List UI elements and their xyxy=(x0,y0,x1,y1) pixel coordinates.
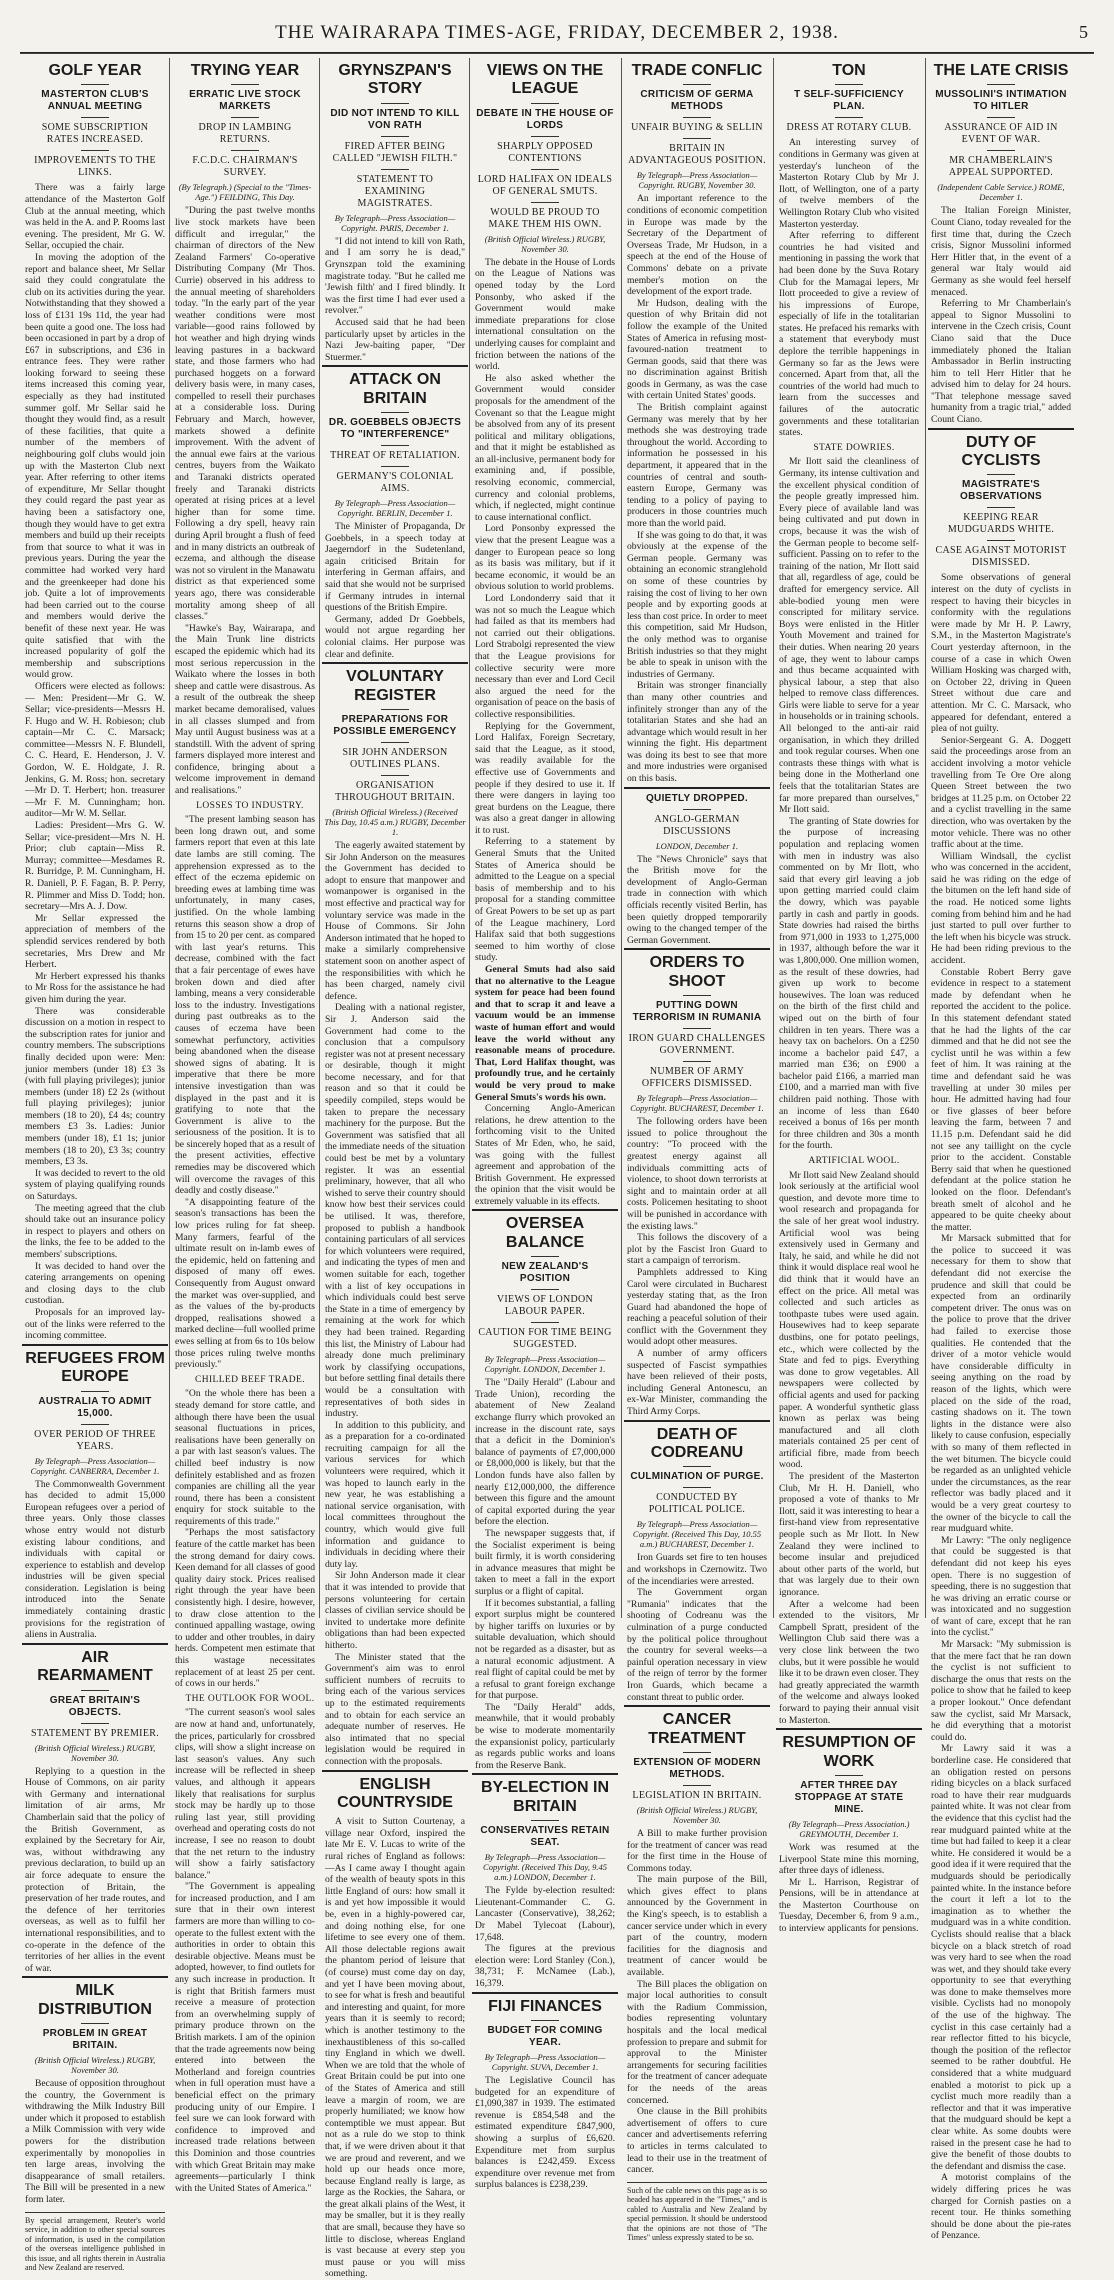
article-dateline: By Telegraph—Press Association—Copyright. BUCHAREST, December 1. xyxy=(626,1093,768,1113)
article-subheading: FIRED AFTER BEING CALLED "JEWISH FILTH." xyxy=(326,141,464,165)
rule xyxy=(381,412,409,413)
article-headline: GRYNSZPAN'S STORY xyxy=(324,62,466,99)
paragraph: "Perhaps the most satisfactory feature of the cattle market has been the strong demand for dairy cows. Keen demand for all classes of good quality dairy stock. Prices realised right through the year have been consistently high. I desire, however, to draw close attention to the continued appalling wastage, owing to udder and other troubles, in dairy herds. Competent men estimate that this wastage necessitates replacement of at least 25 per cent. of cows in our herds." xyxy=(175,1527,315,1689)
article xyxy=(928,434,1074,2242)
rule xyxy=(683,138,711,139)
column-rule xyxy=(169,58,170,1618)
column-5 xyxy=(624,58,770,1618)
section-subhead: CHILLED BEEF TRADE. xyxy=(175,1375,315,1387)
paragraph: The figures at the previous election were: Lord Stanley (Con.), 38,731; F. McNamee (Lab.), 16,379. xyxy=(475,1943,615,1989)
paragraph: "A disappointing feature of the season's transactions has been the low prices ruling for fat sheep. Many farmers, fearful of the ultimate result on in-lamb ewes of the epidemic, held on fattening and disposed of many off ewes. Consequently from August onward the market was over-supplied, and as the values of the by-products dropped, realisations showed a marked decline—full woolled prime ewes selling at from 6s to 10s below those prices ruling twelve months previously." xyxy=(175,1197,315,1371)
article-subheading: MUSSOLINI'S INTIMATION TO HITLER xyxy=(932,89,1070,113)
rule xyxy=(683,1752,711,1753)
article-subheading: ORGANISATION THROUGHOUT BRITAIN. xyxy=(326,780,464,804)
article-headline: TRYING YEAR xyxy=(174,62,316,80)
article-subheading: EXTENSION OF MODERN METHODS. xyxy=(628,1757,766,1781)
article-subheading: ERRATIC LIVE STOCK MARKETS xyxy=(176,89,314,113)
article-headline: VIEWS ON THE LEAGUE xyxy=(474,62,616,99)
article-dateline: (By Telegraph—Press Association.) GREYMOUTH, December 1. xyxy=(778,1819,920,1839)
rule xyxy=(381,709,409,710)
column-rule xyxy=(469,58,470,1618)
article-subheading: DR. GOEBBELS OBJECTS TO "INTERFERENCE" xyxy=(326,417,464,441)
article xyxy=(776,62,922,1730)
footnote: By special arrangement, Reuter's world service, in addition to other special sources of information, is used in the compilation of the overseas intelligence published in this issue, and all rights therein in Australia and New Zealand are reserved. xyxy=(25,2212,165,2273)
masthead-rule xyxy=(20,53,1094,54)
article-subheading: BUDGET FOR COMING YEAR. xyxy=(476,2025,614,2049)
article-dateline: (British Official Wireless.) RUGBY, November 30. xyxy=(24,2055,166,2075)
article-dateline: By Telegraph—Press Association—Copyright. BERLIN, December 1. xyxy=(324,498,466,518)
rule xyxy=(531,169,559,170)
article xyxy=(322,668,468,1771)
paragraph: Officers were elected as follows:— Men: President—Mr G. W. Sellar; vice-presidents—Messrs H. F. Hugo and W. H. Robieson; club captain—Mr C. C. Marsack; committee—Messrs N. F. Blundell, C. C. Heard, E. Henderson, J. V. Gordon, W. E. Holdgate, J. R. Jenkins, G. M. Ross; hon. secretary—Mr D. T. Herbert; hon. treasurer—Mr F. M. Cunningham; hon. auditor—Mr W. M. Sellar. xyxy=(25,681,165,820)
rule xyxy=(987,507,1015,508)
paragraph: William Windsall, the cyclist who was concerned in the accident, said he was riding on the edge of the bitumen on the left hand side of the road. He noticed some lights coming from behind him and he had just started to pull over further to the left when his bicycle was struck. He had been riding previous to the accident. xyxy=(931,851,1071,967)
paragraph: In moving the adoption of the report and balance sheet, Mr Sellar said they could congratulate the club on its activities during the year. Notwithstanding that they showed a loss of £131 19s 11d, the year had been quite a good one. The loss had been occasioned in part by a drop of £67 in subscriptions, and £36 in entrance fees. They were rather looking forward to seeing these items increased this coming year, especially as they had instituted summer golf. Mr Sellar said he thought they would find, as a result of these facilities, that quite a number of the members of neighbouring golf clubs would join up with the Masterton Club next year. After referring to other items of expenditure, Mr Sellar thought they could regard the past year as having been a satisfactory one, though they would have to get extra members and build up their receipts from that source to what it was in previous years. During the year the committee had worked very hard and the greenkeeper had done his job. Quite a lot of improvements had been carried out to the course and members would derive the benefit of these next year. He was quite satisfied that with the increased popularity of golf the membership and subscriptions would grow. xyxy=(25,252,165,681)
section-subhead: LOSSES TO INDUSTRY. xyxy=(175,801,315,813)
paragraph: Work was resumed at the Liverpool State mine this morning, after three days of idleness. xyxy=(779,1842,919,1877)
paragraph: Constable Robert Berry gave evidence in respect to a statement made by defendant when he reported the accident to the police. In this statement defendant stated that he had the lights of the car dimmed and that he did not see the cyclist until he was within a few feet of him. It was raining at the time and defendant said he was travelling at under 30 miles per hour. He admitted having had four or five glasses of beer before leaving the farm, between 7 and 11.15 p.m. Defendant said he did not see any taillight on the cycle prior to the accident. Constable Berry said that when he questioned defendant at the police station he looked on the floor. Defendant's breath smelt of alcohol and he appeared to be quite cheeky about the matter. xyxy=(931,967,1071,1234)
article-headline: TON xyxy=(778,62,920,80)
rule xyxy=(683,1487,711,1488)
paragraph: A Bill to make further provision for the treatment of cancer was read for the first time in the House of Commons today. xyxy=(627,1828,767,1874)
article-headline: MILK DISTRIBUTION xyxy=(24,1982,166,2019)
article-subheading: WOULD BE PROUD TO MAKE THEM HIS OWN. xyxy=(476,207,614,231)
paragraph: Mr Herbert expressed his thanks to Mr Ross for the assistance he had given him during the year. xyxy=(25,971,165,1006)
article-dateline: (British Official Wireless.) (Received This Day, 10.45 a.m.) RUGBY, December 1. xyxy=(324,807,466,837)
column-4 xyxy=(472,58,618,1618)
paragraph: Lord Londonderry said that it was not so much the League which had failed as that its members had not carried out their obligations. Lord Strabolgi represented the view that the League provisions for collective security were more necessary than ever and Lord Cecil also argued the need for the organisation of peace on the basis of collective responsibilities. xyxy=(475,593,615,721)
paragraph: Because of opposition throughout the country, the Government is withdrawing the Milk Industry Bill under which it proposed to establish a Milk Commission with very wide powers for the distribution experimentally by monopolies in ten large areas, involving the disappearance of small retailers. The Bill will be presented in a new form later. xyxy=(25,2078,165,2206)
paragraph: Senior-Sergeant G. A. Doggett said the proceedings arose from an accident involving a motor vehicle travelling from Te Ore Ore along Queen Street between the two bridges at 11.25 p.m. on October 22 and a cyclist travelling in the same direction, who was overtaken by the motor vehicle. There was no other traffic about at the time. xyxy=(931,735,1071,851)
paragraph: The following orders have been issued to police throughout the country: "To proceed with the greatest energy against all individuals committing acts of violence, to shoot down terrorists at sight and to maintain order at all costs. Policemen hesitating to shoot will be punished in accordance with the existing laws." xyxy=(627,1116,767,1232)
article-dateline: By Telegraph—Press Association—Copyright. RUGBY, November 30. xyxy=(626,170,768,190)
article-subheading: VIEWS OF LONDON LABOUR PAPER. xyxy=(476,1294,614,1318)
column-7 xyxy=(928,58,1074,1618)
article-body xyxy=(627,1828,767,2176)
rule xyxy=(683,84,711,85)
article-body xyxy=(627,1552,767,1703)
paragraph: It was decided to hand over the catering arrangements on opening and closing days to the club custodian. xyxy=(25,1261,165,1307)
paragraph: Referring to Mr Chamberlain's appeal to Signor Mussolini to intervene in the Czech crisis, Count Ciano said that the Duce immediately phoned the Italian Ambassador in Berlin instructing him to tell Herr Hitler that he advised him to delay for 24 hours. "That telephone message saved humanity from a tragic trial," added Count Ciano. xyxy=(931,298,1071,426)
article-subheading: LORD HALIFAX ON IDEALS OF GENERAL SMUTS. xyxy=(476,174,614,198)
article-subheading: MASTERTON CLUB'S ANNUAL MEETING xyxy=(26,89,164,113)
section-subhead: THE OUTLOOK FOR WOOL. xyxy=(175,1694,315,1706)
article-subheading: QUIETLY DROPPED. xyxy=(628,793,766,805)
paragraph: "The current season's wool sales are now at hand and, unfortunately, the prices, particularly for crossbred clips, will show a slight increase on last season's values. Any such increase will be reflected in sheep values, and although it appears likely that realisations for surplus stock may be hardly up to those ruling last year, still providing overhead and operating costs do not increase, I see no reason to doubt that the net return to the industry will show a fairly satisfactory balance." xyxy=(175,1707,315,1881)
rule xyxy=(683,1466,711,1467)
article-subheading: DID NOT INTEND TO KILL VON RATH xyxy=(326,108,464,132)
article-subheading: OVER PERIOD OF THREE YEARS. xyxy=(26,1429,164,1453)
article-dateline: By Telegraph—Press Association—Copyright. LONDON, December 1. xyxy=(474,1354,616,1374)
paragraph: The British complaint against Germany was merely that by her methods she was destroying trade throughout the world. According to information he possessed in his department, it appeared that in the countries of central and south-eastern Europe, Germany was tending to a policy of paying to producers in those countries much more than the world paid. xyxy=(627,402,767,530)
paragraph: The granting of State dowries for the purpose of increasing population and replacing women with men in industry was also commented on by Mr Ilott, who said that every girl leaving a job upon getting married could claim the dowry, which was payable partly in cash and partly in goods. State dowries had raised the births from 971,000 in 1933 to 1,275,000 in 1937, although before the war it was 1,800,000. One million women, as the result of these dowries, had given up work to become housewives. The loan was reduced on the birth of the first child and wiped out on the birth of four children in ten years. There was a heavy tax on bachelors. On a £250 income a bachelor paid £47, a married man £36; on £900 a bachelor paid £166, a married man £100, and a married man with five children paid nothing. Those with an income of less than £640 received a bonus of 16s per month for three children and 30s a month for the fourth. xyxy=(779,816,919,1152)
article-headline: ORDERS TO SHOOT xyxy=(626,954,768,991)
article xyxy=(776,1734,922,1935)
rule xyxy=(683,809,711,810)
article-subheading: IRON GUARD CHALLENGES GOVERNMENT. xyxy=(628,1033,766,1057)
article-body xyxy=(25,1479,165,1641)
article-subheading: BRITAIN IN ADVANTAGEOUS POSITION. xyxy=(628,143,766,167)
paragraph: Concerning Anglo-American relations, he drew attention to the forthcoming visit to the United States of Mr Eden, who, he said, was going with the fullest agreement and approbation of the British Government. He expressed the opinion that the visit would be extremely valuable in its effects. xyxy=(475,1103,615,1207)
article-dateline: (British Official Wireless.) RUGBY, November 30. xyxy=(474,234,616,254)
rule xyxy=(81,1690,109,1691)
column-rule xyxy=(773,58,774,1618)
paragraph: If she was going to do that, it was obviously at the expense of the German people. Germany was obtaining an economic stranglehold on some of these countries by raising the cost of living to her own people and by exporting goods at less than cost price. In order to meet this competition, said Mr Hudson, the only method was to organise British industries so that they might be able to speak in unison with the industries of Germany. xyxy=(627,530,767,681)
article-headline: OVERSEA BALANCE xyxy=(474,1215,616,1252)
article-subheading: SIR JOHN ANDERSON OUTLINES PLANS. xyxy=(326,747,464,771)
paragraph: The Minister of Propaganda, Dr Goebbels, in a speech today at Jaegerndorf in the Sudetenland, again criticised Britain for interfering in German affairs, and said that she would not be surprised if Germany intrudes in internal questions of the British Empire. xyxy=(325,521,465,614)
paragraph: Pamphlets addressed to King Carol were circulated in Bucharest yesterday stating that, as the Iron Guard had abandoned the hope of reaching a peaceful solution of their conflict with the Government they would adopt other measures. xyxy=(627,1267,767,1348)
article-dateline: By Telegraph—Press Association—Copyright. CANBERRA, December 1. xyxy=(24,1456,166,1476)
article-body xyxy=(627,193,767,784)
article-body xyxy=(931,572,1071,2242)
paragraph: "I did not intend to kill von Rath, and I am sorry he is dead," Grynszpan told the examining magistrate today. "But he called me 'Jewish filth' and I fired blindly. It was the first time I had ever used a revolver." xyxy=(325,236,465,317)
article-headline: THE LATE CRISIS xyxy=(930,62,1072,80)
paragraph: It was decided to revert to the old system of playing qualifying rounds on Saturdays. xyxy=(25,1168,165,1203)
footnote: Such of the cable news on this page as is so headed has appeared in the "Times," and is cabled to Australia and New Zealand by special permission. It should be understood that the opinions are not those of "The Times" unless expressly stated to be so. xyxy=(627,2182,767,2243)
column-1 xyxy=(22,58,168,1618)
paragraph: Britain was stronger financially than many other countries and infinitely stronger than any of the totalitarian States and she had an advantage which would result in her winning the fight. His department was doing its best to see that more and more industries were organised on this basis. xyxy=(627,680,767,784)
article-subheading: KEEPING REAR MUDGUARDS WHITE. xyxy=(932,512,1070,536)
paragraph: Dealing with a national register, Sir J. Anderson said the Government had come to the conclusion that a compulsory register was not at present necessary or desirable, though it might become necessary, and for that reason and so that it could be speedily compiled, steps would be taken to prepare the necessary machinery for the purpose. But the Government was satisfied that all the immediate needs of the situation could best be met by a voluntary register. It was an essential preliminary, however, that all who wished to serve their country should know how best their services could be utilised. It was, therefore, proposed to publish a handbook containing particulars of all services for which volunteers were required, and indicating the types of men and women suitable for each, together with a list of key occupations in which individuals could best serve the State in a time of emergency by remaining at the work for which they had been trained. Regarding this list, the Ministry of Labour had already done much preliminary work by classifying occupations, but before settling final details there would be a consultation with representatives of both sides in industry. xyxy=(325,1002,465,1419)
rule xyxy=(381,136,409,137)
article-subheading: GREAT BRITAIN'S OBJECTS. xyxy=(26,1695,164,1719)
paragraph: An interesting survey of conditions in Germany was given at yesterday's luncheon of the Masterton Rotary Club by Mr J. Ilott, of Wellington, one of a party of twelve members of the Wellington Rotary Club who visited Masterton yesterday. xyxy=(779,137,919,230)
paragraph: If it becomes substantial, a falling export surplus might be countered by higher tariffs on luxuries or by suitable devaluation, which should not be regarded as a disaster, but as a natural economic adjustment. A real flight of capital could be met by a refusal to grant foreign exchange for that purpose. xyxy=(475,1598,615,1702)
article-body xyxy=(175,205,315,2194)
rule xyxy=(81,1424,109,1425)
rule xyxy=(531,202,559,203)
rule xyxy=(381,103,409,104)
article-body xyxy=(627,854,767,947)
article-subheading: MR CHAMBERLAIN'S APPEAL SUPPORTED. xyxy=(932,155,1070,179)
article-body xyxy=(325,1816,465,2280)
column-6 xyxy=(776,58,922,1618)
article-body xyxy=(325,840,465,1768)
article-dateline: (Independent Cable Service.) ROME, December 1. xyxy=(930,182,1072,202)
rule xyxy=(81,1391,109,1392)
paragraph: The Fylde by-election resulted: Lieutenant-Commander C. G. Lancaster (Conservative), 38,262; Dr Mabel Tylecoat (Labour), 17,648. xyxy=(475,1885,615,1943)
paragraph: Mr Marsack: "My submission is that the mere fact that he ran down the cyclist is not sufficient to discharge the onus that rests on the police to show that he failed to keep a proper lookout." Once defendant saw the cyclist, said Mr Marsack, he did everything that a motorist could do. xyxy=(931,1639,1071,1743)
rule xyxy=(81,1723,109,1724)
paragraph: Germany, added Dr Goebbels, would not argue regarding her colonial claims. Her purpose was clear and definite. xyxy=(325,614,465,660)
article-subheading: DRESS AT ROTARY CLUB. xyxy=(780,122,918,134)
article-body xyxy=(325,521,465,660)
paragraph: The Minister stated that the Government's aim was to enrol sufficient numbers of recruits to bring each of the various services up to the estimated requirements and to obtain for each service an adequate number of reserves. He also intimated that no special legislation would be required in connection with the proposals. xyxy=(325,1652,465,1768)
article-headline: DUTY OF CYCLISTS xyxy=(930,434,1072,471)
rule xyxy=(683,1785,711,1786)
article-body xyxy=(25,1766,165,1975)
paragraph: "The Government is appealing for increased production, and I am sure that in their own interest farmers are more than willing to co-operate to the fullest extent with the authorities in order to obtain this desirable objective. Means must be adopted, however, to find outlets for any such increase in production. It is right that British farmers must receive a measure of protection from an overwhelming supply of primary produce thrown on the British markets. I am of the opinion that the trade agreements now being entered into between the Motherland and foreign countries when in full operation must have a beneficial effect on the primary producing unity of our Empire. I feel sure we can look forward with confidence to improved and increased trade relations between this Dominion and those countries with which Great Britain may make agreements—particularly I think with the United States of America." xyxy=(175,1881,315,2194)
paragraph: The newspaper suggests that, if the Socialist experiment is being built firmly, it is worth considering in advance measures that might be taken to meet a fall in the export surplus or a flight of capital. xyxy=(475,1528,615,1598)
rule xyxy=(683,117,711,118)
paragraph: Ladies: President—Mrs G. W. Sellar; vice-president—Mrs N. H. Prior; club captain—Miss R. Murray; committee—Mesdames R. R. Burridge, P. M. Cunningham, H. R. Daniell, P. F. Fagan, B. P. Perry, R. Plimmer and Miss D. Todd; hon. secretary—Mrs A. J. Dow. xyxy=(25,820,165,913)
paragraph: Mr Sellar expressed the appreciation of members of the splendid services rendered by both secretaries, Mrs Drew and Mr Herbert. xyxy=(25,913,165,971)
rule xyxy=(381,445,409,446)
paragraph: One clause in the Bill prohibits advertisement of offers to cure cancer and advertisements referring to articles in terms calculated to lead to their use in the treatment of cancer. xyxy=(627,2106,767,2176)
article-headline: AIR REARMAMENT xyxy=(24,1649,166,1686)
article-dateline: LONDON, December 1. xyxy=(626,841,768,851)
article-subheading: STATEMENT TO EXAMINING MAGISTRATES. xyxy=(326,174,464,210)
column-3 xyxy=(322,58,468,1618)
section-subhead: STATE DOWRIES. xyxy=(779,443,919,455)
paragraph: "On the whole there has been a steady demand for store cattle, and although there have been the usual seasonal fluctuations in prices, realisations have been generally on a par with last season's values. The chilled beef industry is now definitely established and as frozen companies are chilling all the year round, there has been a consistent enquiry for stock suitable to the requirements of this trade." xyxy=(175,1388,315,1527)
article-subheading: PUTTING DOWN TERRORISM IN RUMANIA xyxy=(628,1000,766,1024)
article-body xyxy=(627,1116,767,1417)
paragraph: There was considerable discussion on a motion in respect to the subscription rates for junior and country members. The subscriptions finally decided upon were: Men: junior members (under 18) £3 3s (with full playing privileges); junior members (under 18) £2 2s (without full playing privileges); junior members (18 to 20), £4 4s; country members £3 3s. Ladies: Junior members (under 18), £1 1s; junior members (18 to 20), £3 3s; country members, £3 3s. xyxy=(25,1006,165,1168)
article xyxy=(172,62,318,2194)
article xyxy=(22,1982,168,2205)
paragraph: The Italian Foreign Minister, Count Ciano, today revealed for the first time that, during the Czech crisis, Signor Mussolini informed Herr Hitler that, in the event of a general war Italy would aid Germany as she would feel herself menaced. xyxy=(931,205,1071,298)
paragraph: "During the past twelve months live stock markets have been difficult and irregular," the chairman of directors of the New Zealand Farmers' Co-operative Distributing Company (Mr Thos. Currie) observed in his address to the annual meeting of shareholders today. "In the early part of the year weather conditions were most variable—good rains followed by hot weather and high drying winds leaving pastures in a backward state, and those farmers who had purchased hoggets on a forward delivery basis were, in many cases, compelled to resell their purchases at a considerable loss. During February and March, however, markets showed a definite improvement. With the advent of the annual ewe fairs at the various centres, buyers from the Waikato and Taranaki districts operated freely and Taranaki districts operated at rising prices at a level higher than for some time. Following a dry spell, heavy rain during April brought a flush of feed and in many districts an outbreak of eczema, and although the disease was not so virulent in the Manawatu district as that experienced some years ago, there was considerable mortality among sheep of all classes." xyxy=(175,205,315,622)
article-subheading: ASSURANCE OF AID IN EVENT OF WAR. xyxy=(932,122,1070,146)
article-headline: RESUMPTION OF WORK xyxy=(778,1734,920,1771)
article xyxy=(472,62,618,1211)
article-subheading: DEBATE IN THE HOUSE OF LORDS xyxy=(476,108,614,132)
rule xyxy=(81,2023,109,2024)
article-body xyxy=(475,1885,615,1989)
article-dateline: By Telegraph—Press Association—Copyright. (Received This Day, 10.55 a.m.) BUCHAREST, December 1. xyxy=(626,1519,768,1549)
rule xyxy=(835,117,863,118)
paragraph: Mr L. Harrison, Registrar of Pensions, will be in attendance at the Masterton Courthouse on Tuesday, December 6, from 9 a.m., to interview applicants for pensions. xyxy=(779,1877,919,1935)
article-headline: BY-ELECTION IN BRITAIN xyxy=(474,1779,616,1816)
paragraph: The "News Chronicle" says that the British move for the development of Anglo-German trade in connection with which officials recently visited Berlin, has been quietly dropped temporarily owing to the changed temper of the German Government. xyxy=(627,854,767,947)
rule xyxy=(231,84,259,85)
article xyxy=(472,1998,618,2191)
article xyxy=(624,954,770,1421)
column-rule xyxy=(621,58,622,1618)
paragraph: After a welcome had been extended to the visitors, Mr Campbell Spratt, president of the Wellington Club said there was a very close link between the two clubs, but it were possible he would like it to be drawn even closer. They had greatly appreciated the warmth of the welcome and always looked forward to paying their annual visit to Masterton. xyxy=(779,1599,919,1727)
article-body xyxy=(475,257,615,1208)
rule xyxy=(987,84,1015,85)
paragraph: The Legislative Council has budgeted for an expenditure of £1,090,387 in 1939. The estimated revenue is £854,548 and the estimated expenditure £847,900, showing a surplus of £6,620. Expenditure met from surplus balances is £242,459. Excess expenditure over revenue met from surplus balances is £238,239. xyxy=(475,2075,615,2191)
article-subheading: DROP IN LAMBING RETURNS. xyxy=(176,122,314,146)
article-subheading: PREPARATIONS FOR POSSIBLE EMERGENCY xyxy=(326,714,464,738)
article-subheading: NUMBER OF ARMY OFFICERS DISMISSED. xyxy=(628,1066,766,1090)
article-subheading: CASE AGAINST MOTORIST DISMISSED. xyxy=(932,545,1070,569)
paragraph: The Government organ "Rumania" indicates that the shooting of Codreanu was the culmination of a purge conducted by the political police throughout the country for several weeks—a painful operation necessary in view of the reign of terror by the former Iron Guards, which became a constant threat to public order. xyxy=(627,1587,767,1703)
article xyxy=(22,1649,168,1978)
paragraph: Proposals for an improved lay-out of the links were referred to the incoming committee. xyxy=(25,1307,165,1342)
article-subheading: THREAT OF RETALIATION. xyxy=(326,450,464,462)
paragraph: Iron Guards set fire to ten houses and workshops in Czernowitz. Two of the incendiaries were arrested. xyxy=(627,1552,767,1587)
newspaper-title: THE WAIRARAPA TIMES-AGE, FRIDAY, DECEMBER 2, 1938. xyxy=(20,22,1094,44)
article-dateline: By Telegraph—Press Association—Copyright. SUVA, December 1. xyxy=(474,2052,616,2072)
rule xyxy=(381,742,409,743)
column-rule xyxy=(319,58,320,1618)
paragraph: This follows the discovery of a plot by the Fascist Iron Guard to start a campaign of terrorism. xyxy=(627,1232,767,1267)
paragraph: Lord Ponsonby expressed the view that the present League was a danger to European peace so long as its basis was military, but if it became economic, it would be an obvious solution to world problems. xyxy=(475,523,615,593)
paragraph: Mr Lawry said it was a borderline case. He considered that an obligation rested on persons riding bicycles on a black surfaced road to have their rear mudguards painted white. It was not clear from the evidence that this cyclist had the rear mudguard painted white at the time but had failed to keep it a clear white. He considered it would be a good idea if it were required that the mudguards should be periodically painted white. In the instance before the court it left a lot to the imagination as to whether the mudguard was in a white condition. Cyclists should realise that a black bicycle on a black stretch of road was very hard to see when the road was wet, and they should take every opportunity to see that everything was done to make themselves more visible. Cyclists had no monopoly of the use of the highway. The cyclist in this case certainly had a rear reflector fitted to his bicycle, though the position of the reflector seemed to be rather doubtful. He considered that a white mudguard enabled a motorist to pick up a cyclist much more readily than a reflector and that it was imperative that the mudguard should be kept a clear white. As some doubts were raised in the present case he had to give the benefit of those doubts to the defendant and dismiss the case. xyxy=(931,1743,1071,2172)
paragraph: Replying for the Government, Lord Halifax, Foreign Secretary, said that the League, as it stood, was readily available for the effective use of Governments and people if they desired to use it. If there were dangers in laying too great burdens on the League, there was also a great danger in allowing it to rust. xyxy=(475,721,615,837)
rule xyxy=(531,136,559,137)
rule xyxy=(531,1322,559,1323)
paragraph: Mr Ilott said New Zealand should look seriously at the artificial wool question, and devote more time to wool research and propaganda for the sale of her great wool industry. Artificial wool was being extensively used in Germany and Italy, he said, and while he did not think it would displace real wool he did think that it would have an effect on the price. All metal was collected and such articles as toothpaste tubes were used again. Housewives had to keep separate dustbins, one for potato peelings, etc., which were collected by the State and fed to pigs. Everything was done to grow vegetables. All newspapers were collected by official agents and used for packing paper. A wonderful synthetic glass known as perlax was being manufactured and all cloth materials contained 25 per cent of artificial fibre, made from beech wood. xyxy=(779,1170,919,1471)
article xyxy=(624,793,770,951)
masthead xyxy=(20,8,1094,54)
paragraph: The "Daily Herald" (Labour and Trade Union), recording the abatement of New Zealand exchange flurry which provoked an increase in the discount rate, says that a deficit in the Dominion's balance of payments of £7,000,000 or £8,000,000 is likely, but that the London funds have also fallen by nearly £12,000,000, the difference between this figure and the amount of capital exported during the year before the election. xyxy=(475,1377,615,1528)
article-subheading: UNFAIR BUYING & SELLIN xyxy=(628,122,766,134)
rule xyxy=(81,117,109,118)
article-body xyxy=(25,182,165,1341)
article-subheading: STATEMENT BY PREMIER. xyxy=(26,1728,164,1740)
article-subheading: MAGISTRATE'S OBSERVATIONS xyxy=(932,479,1070,503)
rule xyxy=(987,150,1015,151)
article-subheading: NEW ZEALAND'S POSITION xyxy=(476,1261,614,1285)
column-rule xyxy=(925,58,926,1618)
article-subheading: ANGLO-GERMAN DISCUSSIONS xyxy=(628,814,766,838)
article-subheading: PROBLEM IN GREAT BRITAIN. xyxy=(26,2028,164,2052)
paragraph: The Commonwealth Government has decided to admit 15,000 European refugees over a period of three years. Only those classes whose entry would not disturb existing labour conditions, and individuals with capital or experience to establish and develop industries will be given special consideration. Legislation is being introduced into the Senate immediately containing drastic provisions for the registration of aliens in Australia. xyxy=(25,1479,165,1641)
article-dateline: By Telegraph—Press Association—Copyright. PARIS, December 1. xyxy=(324,213,466,233)
article xyxy=(472,1779,618,1993)
paragraph: Mr Hudson, dealing with the question of why Britain did not follow the example of the United States of America in refusing most-favoured-nation treatment to German goods, said that there was no discrimination against British goods in Germany, as was the case with certain United States' goods. xyxy=(627,298,767,402)
article-body xyxy=(475,1377,615,1771)
paragraph: The meeting agreed that the club should take out an insurance policy in respect to players and others on the links, the fee to be added to the members' subscriptions. xyxy=(25,1203,165,1261)
article-body xyxy=(779,1842,919,1935)
rule xyxy=(531,1256,559,1257)
article-subheading: CULMINATION OF PURGE. xyxy=(628,1471,766,1483)
article-body xyxy=(475,2075,615,2191)
article xyxy=(322,62,468,367)
article-headline: GOLF YEAR xyxy=(24,62,166,80)
article-headline: DEATH OF CODREANU xyxy=(626,1426,768,1463)
paragraph: The eagerly awaited statement by Sir John Anderson on the measures the Government has decided to adopt to ensure that manpower and womanpower is organised in the most effective and practical way for voluntary service was made in the House of Commons. Sir John Anderson intimated that he hoped to make a similarly comprehensive statement soon on another aspect of the responsibilities with which he has been charged, namely civil defence. xyxy=(325,840,465,1002)
paragraph: In addition to this publicity, and as a preparation for a co-ordinated recruiting campaign for all the various services for which volunteers were required, which it was hoped to launch early in the new year, he was establishing a national service organisation, with local committees throughout the country, which would give full information and guidance to individuals in deciding where their duty lay. xyxy=(325,1420,465,1571)
rule xyxy=(683,995,711,996)
article-body xyxy=(325,236,465,364)
article-subheading: CRITICISM OF GERMA METHODS xyxy=(628,89,766,113)
paragraph: "The present lambing season has been long drawn out, and some farmers report that even at this late date lambs are still coming. The apprehension expressed as to the effect of the eczema epidemic on breeding ewes at lambing time was unfortunately, in many cases, justified. On the whole lambing returns this season show a drop of from 15 to 20 per cent. as compared with last year's returns. This decrease, combined with the fact that a fair percentage of ewes have broken down and died after lambing, means a very considerable loss to the industry. Investigations during past outbreaks as to the causes of eczema have been somewhat perfunctory, activities being abandoned when the disease showed signs of abating. It is imperative that there be more intensive investigation than was displayed in the past and it is gratifying to note that the Government is alive to the seriousness of the position. It is to be sincerely hoped that as a result of the present activities, effective remedies may be discovered which will overcome the ravages of this deadly and costly disease." xyxy=(175,814,315,1197)
paragraph: A motorist complains of the widely differing prices he was charged for Cornish pasties on a recent tour. He thinks something should be done about the pie-rates of Penzance. xyxy=(931,2172,1071,2242)
rule xyxy=(531,1820,559,1821)
article-subheading: SHARPLY OPPOSED CONTENTIONS xyxy=(476,141,614,165)
rule xyxy=(683,1061,711,1062)
article xyxy=(624,1711,770,2176)
page-number: 5 xyxy=(1079,22,1088,43)
rule xyxy=(531,1289,559,1290)
article xyxy=(624,1426,770,1708)
article xyxy=(472,1215,618,1775)
rule xyxy=(835,84,863,85)
rule xyxy=(987,540,1015,541)
article xyxy=(322,1776,468,2280)
rule xyxy=(381,775,409,776)
paragraph: "Hawke's Bay, Wairarapa, and the Main Trunk line districts escaped the epidemic which had its most serious repercussion in the Waikato where the losses in both sheep and cattle were disastrous. As a result of the outbreak the sheep market became demoralised, values in all classes slumped and from May until August business was at a standstill. With the advent of spring farmers displayed more interest and confidence, bringing about a welcome improvement in demand and realisations." xyxy=(175,623,315,797)
paragraph: After referring to different countries he had visited and mentioning in passing the work that had been done by the Suva Rotary Club for the Mamagai lepers, Mr Ilott proceeded to give a review of his impressions of Europe, especially of life in the totalitarian states. He prefaced his remarks with a statement that everybody must deplore the terrible happenings in Germany so far as the Jews were concerned. Apart from that, all the countries of the world had much to learn from the successes and failures of the autocratic governments and these totalitarian states. xyxy=(779,230,919,439)
article-body xyxy=(931,205,1071,425)
rule xyxy=(531,103,559,104)
article xyxy=(22,62,168,1346)
article-dateline: (By Telegraph.) (Special to the "Times-Age.") FEILDING, This Day. xyxy=(174,182,316,202)
paragraph: The president of the Masterton Club, Mr H. H. Daniell, who proposed a vote of thanks to Mr Ilott, said it was interesting to hear a first-hand view from representative people such as Mr Ilott. In New Zealand they were inclined to become insular and prejudiced about other parts of the world, but that was largely due to their own ignorance. xyxy=(779,1471,919,1599)
paragraph: There was a fairly large attendance of the Masterton Golf Club at the annual meeting, which was held in the A. and P. Rooms last evening. The president, Mr G. W. Sellar, occupied the chair. xyxy=(25,182,165,252)
paragraph: Referring to a statement by General Smuts that the United States of America should be admitted to the League on a special basis of membership and to his proposal for a standing committee of Great Powers to be set up as part of the League machinery, Lord Halifax said that both suggestions seemed to him worthy of close study. xyxy=(475,836,615,964)
article-headline: CANCER TREATMENT xyxy=(626,1711,768,1748)
paragraph: The Bill places the obligation on major local authorities to consult with the Radium Commission, bodies representing voluntary hospitals and the local medical profession to prepare and submit for approval to the Minister arrangements for securing facilities for the treatment of cancer adequate for the needs of the areas concerned. xyxy=(627,1979,767,2107)
paragraph: The debate in the House of Lords on the League of Nations was opened today by the Lord Ponsonby, who asked if the Government would make immediate preparations for close international consultation on the underlying causes for complaint and friction between the nations of the world. xyxy=(475,257,615,373)
rule xyxy=(683,1028,711,1029)
paragraph: Mr Ilott said the cleanliness of Germany, its intense cultivation and the excellent physical condition of the people greatly impressed him. Every piece of available land was being cultivated and put down in crops, because it was the wish of the German people to become self-sufficient. Passing on to refer to the training of the nation, Mr Ilott said that all, regardless of age, could be drafted for emergency service. All able-bodied young men were conscripted for military service. Boys were enlisted in the Hitler Youth Movement and trained for their duties. When nearing 20 years of age, they went to labour camps and thus became acquainted with physical labour, a step that also helped to remove class differences. Girls were liable to serve for a year in households or in training schools. All belonged to the anti-air raid organisation, in which they drilled and took regular courses. When one contrasts these things with what is being done in the Motherland one feels that the totalitarian States are far more prepared than ourselves," Mr Ilott said. xyxy=(779,456,919,815)
rule xyxy=(81,150,109,151)
article-body xyxy=(25,2078,165,2206)
article-headline: ENGLISH COUNTRYSIDE xyxy=(324,1776,466,1813)
article-subheading: CONSERVATIVES RETAIN SEAT. xyxy=(476,1825,614,1849)
paragraph: Some observations of general interest on the duty of cyclists in respect to having their bicycles in conformity with the regulations were made by Mr H. P. Lawry, S.M., in the Masterton Magistrate's Court yesterday afternoon, in the course of a case in which Owen William Hosking was charged with, on October 22, driving in Queen Street without due care and attention. Mr C. C. Marsack, who appeared for defendant, entered a plea of not guilty. xyxy=(931,572,1071,734)
paragraph: A number of army officers suspected of Fascist sympathies have been relieved of their posts, including General Antonescu, an ex-War Minister, commanding the Third Army Corps. xyxy=(627,1348,767,1418)
rule xyxy=(531,2020,559,2021)
rule xyxy=(81,84,109,85)
article xyxy=(22,1350,168,1645)
paragraph: An important reference to the conditions of economic competition in Europe was made by the Secretary of the Department of Overseas Trade, Mr Hudson, in a speech at the end of the House of Commons' debate on a private member's motion on the development of the export trade. xyxy=(627,193,767,297)
rule xyxy=(987,474,1015,475)
article-dateline: (British Official Wireless.) RUGBY, November 30. xyxy=(626,1805,768,1825)
article-headline: REFUGEES FROM EUROPE xyxy=(24,1350,166,1387)
rule xyxy=(231,150,259,151)
paragraph: Replying to a question in the House of Commons, on air parity with Germany and international limitation of air arms, Mr Chamberlain said that the policy of the British Government, as explained by the Secretary for Air, was, without withdrawing any previous declaration, to build up an air force adequate to ensure the protection of Britain, the preservation of her trade routes, and the defence of her territories overseas, as well as to fulfil her international responsibilities, and to co-operate in the defence of the territories of her allies in the event of war. xyxy=(25,1766,165,1975)
paragraph: Mr Lawry: "The only negligence that could be suggested is that defendant did not keep his eyes open. There is no suggestion of speeding, there is no suggestion that he was driving an erratic course or was intoxicated and no suggestion of want of care, except that he ran into the cyclist." xyxy=(931,1535,1071,1639)
article-subheading: GERMANY'S COLONIAL AIMS. xyxy=(326,471,464,495)
rule xyxy=(835,1775,863,1776)
section-subhead: ARTIFICIAL WOOL. xyxy=(779,1156,919,1168)
article-headline: TRADE CONFLIC xyxy=(626,62,768,80)
article-subheading: SOME SUBSCRIPTION RATES INCREASED. xyxy=(26,122,164,146)
paragraph: A visit to Sutton Courtenay, a village near Oxford, inspired the late Mr E. V. Lucas to write of the rural riches of England as follows:—As I came away I thought again of the wealth of beauty spots in this little England of ours: how small it is and yet how impossible it would be, even in a highly-powered car, and doing nothing else, for one lifetime to see every one of them. All those delectable regions await the phantom period of leisure that (of course) must come day on day, and yet I have been moving about, to see for what is fresh and beautiful and interesting and quaint, for more years than it is seemly to record; which is another testimony to the inexhaustibleness of this so-called tiny England in which we dwell. When we are told that the whole of Great Britain could be put into one of the States of America and still leave a margin of room, we are properly humiliated; we know how contemptible we must appear. But not as a rule do we stop to think that, if we were driven about it that we are proud and reverent, and we hold up our heads once more, because England really is large, as large as the Rockies, the Sahara, or the great alkali plains of the West, it may be smaller, but it is they really that are small, because they have so little to disclose, whereas England is vast because at every step you must pause or you will miss something. xyxy=(325,1816,465,2280)
article xyxy=(624,62,770,789)
article-subheading: CONDUCTED BY POLITICAL POLICE. xyxy=(628,1492,766,1516)
paragraph: Sir John Anderson made it clear that it was intended to provide that persons volunteering for certain classes of civilian service should be invited to undertake more definite obligations than had been expected hitherto. xyxy=(325,1570,465,1651)
paragraph: General Smuts had also said that no alternative to the League system for peace had been found and that to scrap it and leave a vacuum would be an immense waste of human effort and would leave the world without any reasonable means of procedure. That, Lord Halifax thought, was profoundly true, and he certainly would be very proud to make General Smuts's words his own. xyxy=(475,964,615,1103)
article-body xyxy=(779,137,919,1726)
article xyxy=(322,371,468,664)
paragraph: The "Daily Herald" adds, meanwhile, that it would probably be wise to moderate momentarily the expansionist policy, particularly as regards public works and loans from the Reserve Bank. xyxy=(475,1702,615,1772)
rule xyxy=(231,117,259,118)
article-subheading: F.C.D.C. CHAIRMAN'S SURVEY. xyxy=(176,155,314,179)
article-headline: ATTACK ON BRITAIN xyxy=(324,371,466,408)
rule xyxy=(381,466,409,467)
article-subheading: IMPROVEMENTS TO THE LINKS. xyxy=(26,155,164,179)
column-2 xyxy=(172,58,318,1618)
article-subheading: AFTER THREE DAY STOPPAGE AT STATE MINE. xyxy=(780,1780,918,1816)
paragraph: The main purpose of the Bill, which gives effect to plans announced by the Government in the King's speech, is to establish a cancer service under which in every part of the country, modern facilities for the diagnosis and treatment of cancer would be available. xyxy=(627,1874,767,1978)
article-subheading: AUSTRALIA TO ADMIT 15,000. xyxy=(26,1396,164,1420)
paragraph: He also asked whether the Government would consider proposals for the amendment of the Covenant so that the League might be absolved from any of its present political and military obligations, and that it might be established as an all-inclusive, permanent body for examining and, if possible, resolving economic, commercial, currency and colonial problems, which, if neglected, might continue to cause international conflict. xyxy=(475,373,615,524)
paragraph: Mr Marsack submitted that for the police to succeed it was necessary for them to show that defendant did not exercise the prudence and skill that could be expected from an ordinarily competent driver. The onus was on the police to prove that the driver had failed to exercise those qualities. He contended that the driver of a motor vehicle would have considerable difficulty in seeing anything on the road by reason of the lights, which were placed on the side of the road, casting shadows on it. The town lights in the distance were also likely to cause confusion, especially with so many of them reflected in the wet bitumen. The bicycle could be regarded as an unlighted vehicle under the circumstances, as the rear reflector was badly placed and it would be a very great courtesy to the owner of the bicycle to call the rear mudguard white. xyxy=(931,1233,1071,1534)
paragraph: Accused said that he had been particularly upset by articles in the Nazi Jew-baiting paper, "Der Stuermer." xyxy=(325,317,465,363)
article-headline: FIJI FINANCES xyxy=(474,1998,616,2016)
article-dateline: By Telegraph—Press Association—Copyright. (Received This Day, 9.45 a.m.) LONDON, December 1. xyxy=(474,1852,616,1882)
article-headline: VOLUNTARY REGISTER xyxy=(324,668,466,705)
article-subheading: LEGISLATION IN BRITAIN. xyxy=(628,1790,766,1802)
article-subheading: T SELF-SUFFICIENCY PLAN. xyxy=(780,89,918,113)
article xyxy=(928,62,1074,430)
rule xyxy=(987,117,1015,118)
rule xyxy=(381,169,409,170)
article-subheading: CAUTION FOR TIME BEING SUGGESTED. xyxy=(476,1327,614,1351)
article-dateline: (British Official Wireless.) RUGBY, November 30. xyxy=(24,1743,166,1763)
